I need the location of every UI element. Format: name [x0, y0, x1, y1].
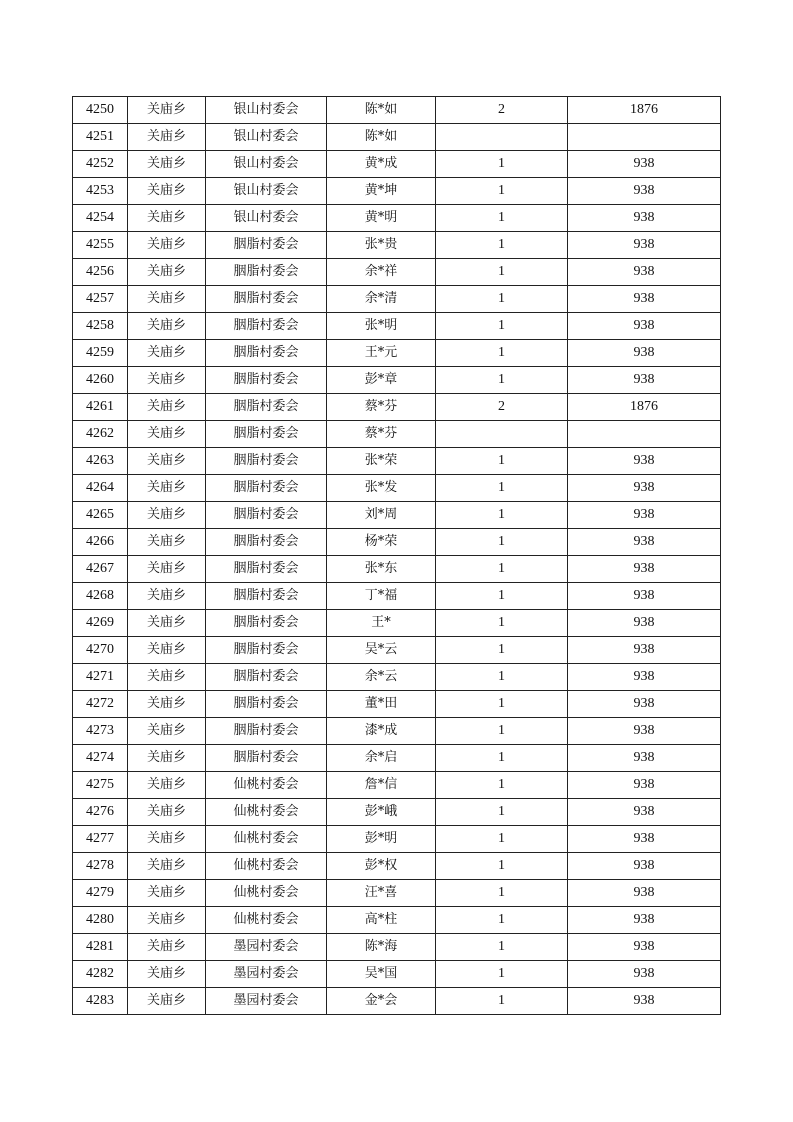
cell-record-number: 4269	[73, 610, 128, 637]
cell-count	[436, 124, 568, 151]
cell-village-committee: 胭脂村委会	[206, 259, 327, 286]
cell-count: 1	[436, 205, 568, 232]
cell-person-name: 黄*明	[327, 205, 436, 232]
cell-amount: 938	[568, 961, 721, 988]
cell-village-committee: 仙桃村委会	[206, 826, 327, 853]
cell-township: 关庙乡	[128, 718, 206, 745]
cell-township: 关庙乡	[128, 340, 206, 367]
cell-count: 1	[436, 961, 568, 988]
table-row	[73, 313, 721, 340]
cell-record-number: 4277	[73, 826, 128, 853]
cell-village-committee: 仙桃村委会	[206, 799, 327, 826]
table-row	[73, 340, 721, 367]
cell-person-name: 彭*章	[327, 367, 436, 394]
cell-amount: 938	[568, 853, 721, 880]
cell-amount: 938	[568, 880, 721, 907]
cell-record-number: 4273	[73, 718, 128, 745]
cell-village-committee: 胭脂村委会	[206, 232, 327, 259]
cell-amount: 938	[568, 313, 721, 340]
cell-person-name: 彭*明	[327, 826, 436, 853]
cell-person-name: 黄*坤	[327, 178, 436, 205]
cell-record-number: 4281	[73, 934, 128, 961]
cell-amount: 938	[568, 772, 721, 799]
table-row	[73, 286, 721, 313]
cell-record-number: 4278	[73, 853, 128, 880]
cell-count: 1	[436, 664, 568, 691]
table-row	[73, 367, 721, 394]
cell-record-number: 4272	[73, 691, 128, 718]
cell-township: 关庙乡	[128, 421, 206, 448]
cell-township: 关庙乡	[128, 502, 206, 529]
cell-village-committee: 胭脂村委会	[206, 664, 327, 691]
table-row	[73, 745, 721, 772]
table-row	[73, 907, 721, 934]
cell-record-number: 4267	[73, 556, 128, 583]
table-row	[73, 205, 721, 232]
cell-township: 关庙乡	[128, 988, 206, 1015]
cell-record-number: 4259	[73, 340, 128, 367]
cell-person-name: 张*明	[327, 313, 436, 340]
cell-township: 关庙乡	[128, 826, 206, 853]
cell-person-name: 彭*权	[327, 853, 436, 880]
cell-township: 关庙乡	[128, 259, 206, 286]
cell-village-committee: 胭脂村委会	[206, 394, 327, 421]
cell-township: 关庙乡	[128, 880, 206, 907]
cell-person-name: 吴*国	[327, 961, 436, 988]
cell-amount: 1876	[568, 394, 721, 421]
cell-amount: 938	[568, 529, 721, 556]
cell-record-number: 4263	[73, 448, 128, 475]
cell-person-name: 董*田	[327, 691, 436, 718]
cell-amount: 938	[568, 259, 721, 286]
cell-count: 1	[436, 475, 568, 502]
cell-count: 1	[436, 826, 568, 853]
cell-person-name: 丁*福	[327, 583, 436, 610]
cell-amount: 938	[568, 583, 721, 610]
table-row	[73, 799, 721, 826]
cell-township: 关庙乡	[128, 772, 206, 799]
cell-amount	[568, 421, 721, 448]
cell-village-committee: 胭脂村委会	[206, 421, 327, 448]
cell-village-committee: 胭脂村委会	[206, 718, 327, 745]
cell-township: 关庙乡	[128, 961, 206, 988]
cell-village-committee: 胭脂村委会	[206, 340, 327, 367]
cell-count: 1	[436, 178, 568, 205]
table-row	[73, 97, 721, 124]
cell-village-committee: 胭脂村委会	[206, 583, 327, 610]
cell-record-number: 4265	[73, 502, 128, 529]
cell-village-committee: 胭脂村委会	[206, 610, 327, 637]
cell-record-number: 4276	[73, 799, 128, 826]
cell-count: 1	[436, 340, 568, 367]
cell-township: 关庙乡	[128, 583, 206, 610]
cell-person-name: 吴*云	[327, 637, 436, 664]
table-row	[73, 529, 721, 556]
table-row	[73, 394, 721, 421]
roster-table	[72, 96, 721, 1015]
cell-village-committee: 胭脂村委会	[206, 529, 327, 556]
cell-person-name: 彭*峨	[327, 799, 436, 826]
cell-person-name: 黄*成	[327, 151, 436, 178]
cell-count: 1	[436, 799, 568, 826]
cell-village-committee: 墨园村委会	[206, 934, 327, 961]
cell-person-name: 陈*海	[327, 934, 436, 961]
cell-township: 关庙乡	[128, 529, 206, 556]
cell-count: 1	[436, 529, 568, 556]
cell-amount: 938	[568, 556, 721, 583]
cell-amount: 938	[568, 907, 721, 934]
cell-person-name: 张*东	[327, 556, 436, 583]
table-row	[73, 772, 721, 799]
cell-count: 1	[436, 772, 568, 799]
cell-count: 1	[436, 556, 568, 583]
cell-record-number: 4261	[73, 394, 128, 421]
cell-amount: 938	[568, 367, 721, 394]
table-row	[73, 124, 721, 151]
cell-amount: 938	[568, 664, 721, 691]
cell-count: 1	[436, 880, 568, 907]
cell-amount: 938	[568, 232, 721, 259]
cell-amount: 938	[568, 691, 721, 718]
cell-amount: 938	[568, 178, 721, 205]
table-row	[73, 826, 721, 853]
cell-village-committee: 胭脂村委会	[206, 286, 327, 313]
table-row	[73, 448, 721, 475]
cell-village-committee: 胭脂村委会	[206, 637, 327, 664]
cell-count: 1	[436, 637, 568, 664]
cell-township: 关庙乡	[128, 97, 206, 124]
cell-record-number: 4255	[73, 232, 128, 259]
cell-record-number: 4280	[73, 907, 128, 934]
cell-township: 关庙乡	[128, 286, 206, 313]
table-row	[73, 934, 721, 961]
cell-village-committee: 胭脂村委会	[206, 313, 327, 340]
cell-record-number: 4260	[73, 367, 128, 394]
cell-count: 1	[436, 583, 568, 610]
cell-count: 1	[436, 610, 568, 637]
cell-village-committee: 墨园村委会	[206, 988, 327, 1015]
cell-amount: 938	[568, 934, 721, 961]
cell-count: 1	[436, 448, 568, 475]
cell-township: 关庙乡	[128, 313, 206, 340]
cell-record-number: 4282	[73, 961, 128, 988]
cell-person-name: 杨*荣	[327, 529, 436, 556]
cell-village-committee: 仙桃村委会	[206, 907, 327, 934]
cell-amount	[568, 124, 721, 151]
cell-amount: 938	[568, 151, 721, 178]
cell-count: 1	[436, 313, 568, 340]
cell-person-name: 张*荣	[327, 448, 436, 475]
cell-amount: 938	[568, 799, 721, 826]
cell-person-name: 余*清	[327, 286, 436, 313]
cell-record-number: 4250	[73, 97, 128, 124]
cell-person-name: 张*贵	[327, 232, 436, 259]
cell-village-committee: 胭脂村委会	[206, 745, 327, 772]
cell-count	[436, 421, 568, 448]
cell-count: 1	[436, 151, 568, 178]
cell-village-committee: 胭脂村委会	[206, 475, 327, 502]
cell-person-name: 詹*信	[327, 772, 436, 799]
cell-record-number: 4262	[73, 421, 128, 448]
cell-count: 1	[436, 259, 568, 286]
cell-person-name: 刘*周	[327, 502, 436, 529]
cell-amount: 938	[568, 286, 721, 313]
cell-record-number: 4257	[73, 286, 128, 313]
cell-village-committee: 银山村委会	[206, 124, 327, 151]
table-row	[73, 853, 721, 880]
cell-village-committee: 仙桃村委会	[206, 853, 327, 880]
cell-township: 关庙乡	[128, 556, 206, 583]
cell-amount: 938	[568, 637, 721, 664]
cell-township: 关庙乡	[128, 448, 206, 475]
table-row	[73, 178, 721, 205]
cell-count: 1	[436, 907, 568, 934]
cell-township: 关庙乡	[128, 205, 206, 232]
cell-village-committee: 胭脂村委会	[206, 556, 327, 583]
cell-person-name: 陈*如	[327, 97, 436, 124]
cell-amount: 938	[568, 502, 721, 529]
cell-count: 2	[436, 97, 568, 124]
table-row	[73, 583, 721, 610]
cell-record-number: 4251	[73, 124, 128, 151]
cell-township: 关庙乡	[128, 178, 206, 205]
table-row	[73, 988, 721, 1015]
cell-count: 1	[436, 286, 568, 313]
cell-record-number: 4253	[73, 178, 128, 205]
cell-person-name: 金*会	[327, 988, 436, 1015]
cell-township: 关庙乡	[128, 124, 206, 151]
table-row	[73, 502, 721, 529]
cell-village-committee: 仙桃村委会	[206, 772, 327, 799]
cell-amount: 938	[568, 745, 721, 772]
cell-count: 1	[436, 718, 568, 745]
cell-person-name: 王*元	[327, 340, 436, 367]
cell-count: 1	[436, 367, 568, 394]
cell-person-name: 汪*喜	[327, 880, 436, 907]
table-row	[73, 691, 721, 718]
cell-township: 关庙乡	[128, 664, 206, 691]
cell-record-number: 4279	[73, 880, 128, 907]
cell-amount: 938	[568, 205, 721, 232]
cell-township: 关庙乡	[128, 232, 206, 259]
cell-township: 关庙乡	[128, 853, 206, 880]
cell-township: 关庙乡	[128, 799, 206, 826]
cell-person-name: 高*柱	[327, 907, 436, 934]
cell-record-number: 4264	[73, 475, 128, 502]
cell-village-committee: 银山村委会	[206, 97, 327, 124]
cell-amount: 938	[568, 610, 721, 637]
table-row	[73, 259, 721, 286]
cell-township: 关庙乡	[128, 394, 206, 421]
cell-village-committee: 仙桃村委会	[206, 880, 327, 907]
cell-township: 关庙乡	[128, 367, 206, 394]
cell-village-committee: 胭脂村委会	[206, 367, 327, 394]
table-row	[73, 880, 721, 907]
table-row	[73, 232, 721, 259]
cell-amount: 938	[568, 448, 721, 475]
cell-village-committee: 银山村委会	[206, 151, 327, 178]
table-row	[73, 637, 721, 664]
cell-count: 1	[436, 934, 568, 961]
cell-amount: 938	[568, 475, 721, 502]
cell-village-committee: 银山村委会	[206, 205, 327, 232]
table-row	[73, 151, 721, 178]
cell-amount: 1876	[568, 97, 721, 124]
table-row	[73, 421, 721, 448]
table-row	[73, 718, 721, 745]
cell-record-number: 4256	[73, 259, 128, 286]
cell-person-name: 漆*成	[327, 718, 436, 745]
table-row	[73, 556, 721, 583]
cell-village-committee: 胭脂村委会	[206, 502, 327, 529]
cell-count: 1	[436, 232, 568, 259]
cell-record-number: 4254	[73, 205, 128, 232]
table-row	[73, 961, 721, 988]
cell-record-number: 4271	[73, 664, 128, 691]
cell-count: 1	[436, 691, 568, 718]
cell-record-number: 4275	[73, 772, 128, 799]
roster-table-body	[73, 97, 721, 1015]
cell-record-number: 4266	[73, 529, 128, 556]
cell-person-name: 蔡*芬	[327, 394, 436, 421]
cell-village-committee: 胭脂村委会	[206, 691, 327, 718]
cell-township: 关庙乡	[128, 934, 206, 961]
cell-township: 关庙乡	[128, 691, 206, 718]
cell-person-name: 余*祥	[327, 259, 436, 286]
cell-amount: 938	[568, 988, 721, 1015]
cell-person-name: 蔡*芬	[327, 421, 436, 448]
cell-count: 1	[436, 745, 568, 772]
cell-record-number: 4258	[73, 313, 128, 340]
cell-person-name: 陈*如	[327, 124, 436, 151]
cell-township: 关庙乡	[128, 610, 206, 637]
cell-township: 关庙乡	[128, 907, 206, 934]
cell-count: 1	[436, 988, 568, 1015]
cell-village-committee: 胭脂村委会	[206, 448, 327, 475]
cell-record-number: 4270	[73, 637, 128, 664]
cell-person-name: 余*云	[327, 664, 436, 691]
cell-amount: 938	[568, 826, 721, 853]
cell-township: 关庙乡	[128, 475, 206, 502]
cell-village-committee: 银山村委会	[206, 178, 327, 205]
cell-person-name: 王*	[327, 610, 436, 637]
cell-person-name: 张*发	[327, 475, 436, 502]
cell-record-number: 4283	[73, 988, 128, 1015]
cell-count: 1	[436, 853, 568, 880]
cell-amount: 938	[568, 718, 721, 745]
cell-village-committee: 墨园村委会	[206, 961, 327, 988]
cell-township: 关庙乡	[128, 151, 206, 178]
table-row	[73, 610, 721, 637]
cell-amount: 938	[568, 340, 721, 367]
cell-count: 1	[436, 502, 568, 529]
cell-person-name: 余*启	[327, 745, 436, 772]
cell-count: 2	[436, 394, 568, 421]
cell-township: 关庙乡	[128, 637, 206, 664]
cell-township: 关庙乡	[128, 745, 206, 772]
cell-record-number: 4268	[73, 583, 128, 610]
table-row	[73, 475, 721, 502]
cell-record-number: 4274	[73, 745, 128, 772]
cell-record-number: 4252	[73, 151, 128, 178]
table-row	[73, 664, 721, 691]
